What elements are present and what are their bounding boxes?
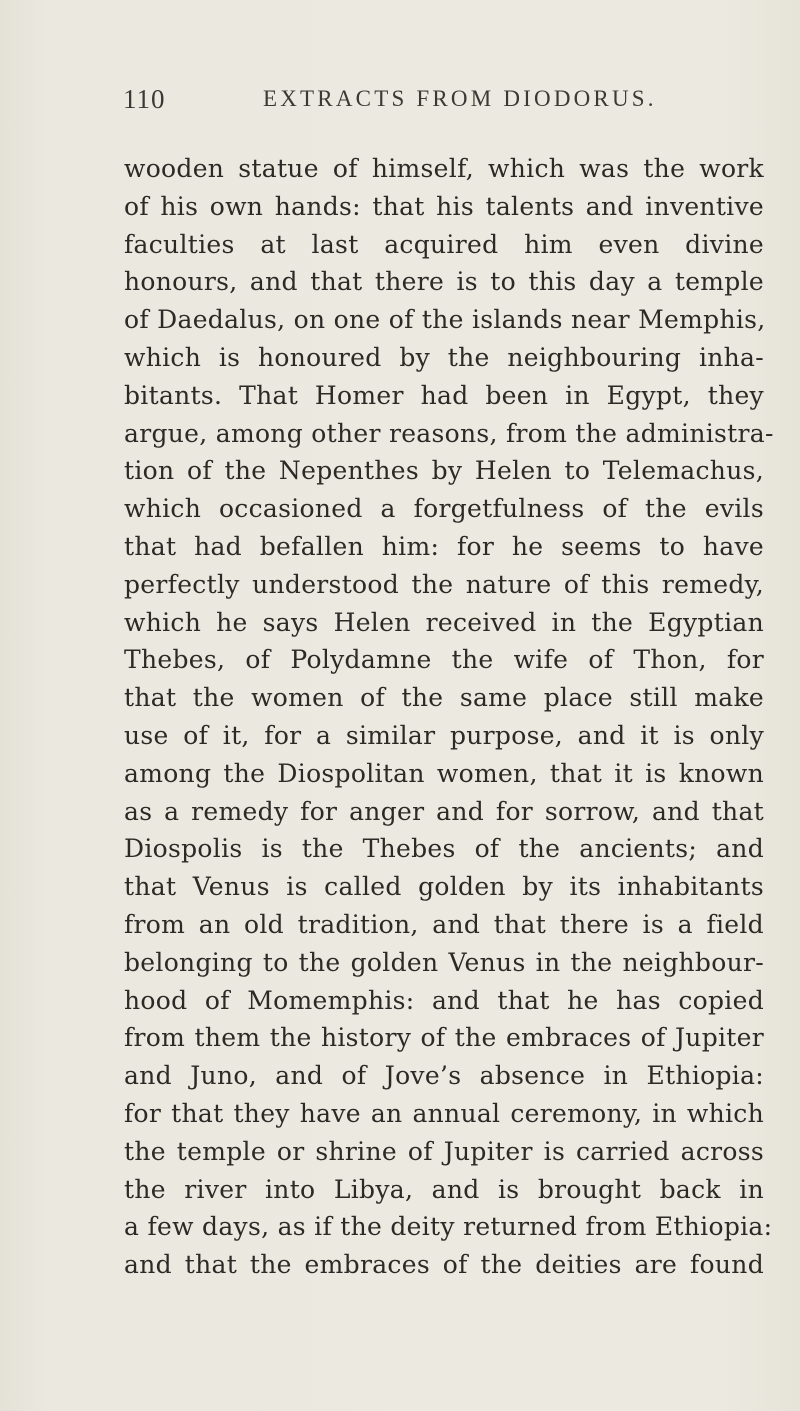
text-line: from an old tradition, and that there is a field [124,909,764,939]
text-line: which occasioned a forgetfulness of the evils [124,494,764,524]
page-number: 110 [123,84,166,114]
text-line: and that the embraces of the deities are found [124,1250,764,1280]
text-line: that the women of the same place still make [124,683,764,713]
text-line: the temple or shrine of Jupiter is carried across [124,1136,764,1166]
text-line: perfectly understood the nature of this remedy, [124,569,764,599]
text-line: that had befallen him: for he seems to have [124,531,764,561]
text-line: tion of the Nepenthes by Helen to Telemachus, [124,456,764,486]
text-line: the river into Libya, and is brought back in [124,1174,764,1204]
text-line: from them the history of the embraces of Jupiter [124,1023,764,1053]
text-line: a few days, as if the deity returned from Ethiopia: [124,1212,773,1242]
text-line: wooden statue of himself, which was the work [124,154,764,183]
text-line: argue, among other reasons, from the administra- [124,418,774,448]
text-line: use of it, for a similar purpose, and it is only [124,720,764,750]
text-line: Diospolis is the Thebes of the ancients; and [124,834,764,864]
text-line: which he says Helen received in the Egyptian [124,607,764,637]
running-head: EXTRACTS FROM DIODORUS. [263,86,657,111]
text-line: honours, and that there is to this day a temple [124,267,764,297]
text-line: of his own hands: that his talents and inventive [124,191,764,221]
text-line: belonging to the golden Venus in the neighbour- [124,947,764,977]
text-line: of Daedalus, on one of the islands near Memphis, [124,305,766,335]
body-text [124,150,774,1284]
page-header [123,84,783,120]
text-line: and Juno, and of Jove’s absence in Ethiopia: [124,1061,764,1091]
text-line: as a remedy for anger and for sorrow, and that [124,796,764,826]
text-line: that Venus is called golden by its inhabitants [124,872,764,902]
text-line: among the Diospolitan women, that it is known [124,758,764,788]
text-line: for that they have an annual ceremony, in which [124,1098,764,1128]
text-line: hood of Momemphis: and that he has copied [124,985,764,1015]
text-line: bitants. That Homer had been in Egypt, they [124,380,764,410]
text-line: faculties at last acquired him even divine [124,229,764,259]
text-line: which is honoured by the neighbouring inha- [124,342,764,372]
text-line: Thebes, of Polydamne the wife of Thon, for [124,645,764,675]
